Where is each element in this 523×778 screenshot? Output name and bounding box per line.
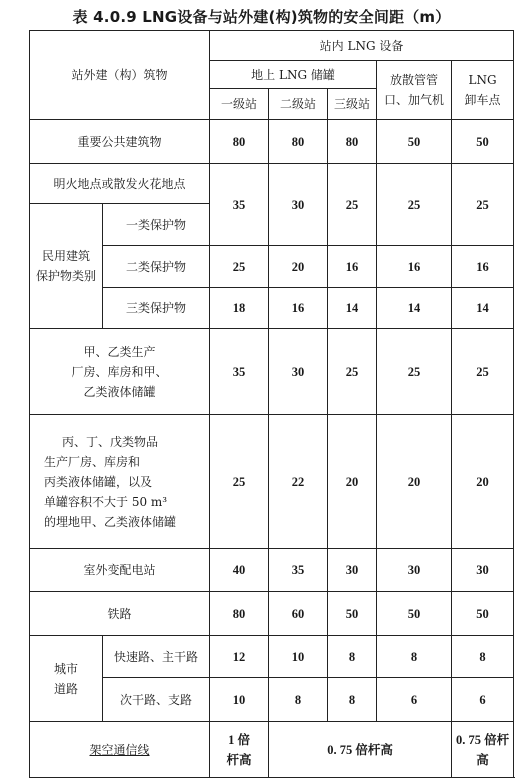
row-label: 次干路、支路 xyxy=(103,678,210,722)
header-lng-equipment: 站内 LNG 设备 xyxy=(210,31,514,61)
row-label: 快速路、主干路 xyxy=(103,636,210,678)
table-title: 表 4.0.9 LNG设备与站外建(构)筑物的安全间距（m） xyxy=(72,8,451,26)
row-label: 一类保护物 xyxy=(103,204,210,246)
row-label-line: 甲、乙类生产 xyxy=(83,344,156,359)
cell-value: 8 xyxy=(328,636,377,678)
row-label-line: 乙类液体储罐 xyxy=(83,384,156,399)
cell-value: 80 xyxy=(210,120,269,164)
row-label: 重要公共建筑物 xyxy=(30,120,210,164)
row-label: 室外变配电站 xyxy=(30,549,210,592)
row-label: 二类保护物 xyxy=(103,246,210,288)
header-level2: 二级站 xyxy=(269,89,328,120)
cell-value: 30 xyxy=(328,549,377,592)
cell-value: 80 xyxy=(269,120,328,164)
cell-value: 25 xyxy=(328,329,377,415)
header-vent-line2: 口、加气机 xyxy=(384,93,445,107)
cell-value: 14 xyxy=(328,288,377,329)
table-row-public xyxy=(30,120,514,164)
table-row-substation xyxy=(30,549,514,592)
row-label-line: 单罐容积不大于 50 m³ xyxy=(44,494,168,509)
row-group-line: 保护物类别 xyxy=(35,269,96,283)
header-tank: 地上 LNG 储罐 xyxy=(210,61,377,89)
header-level1: 一级站 xyxy=(210,89,269,120)
cell-value: 16 xyxy=(377,246,452,288)
header-structure: 站外建（构）筑物 xyxy=(30,31,210,120)
cell-value: 22 xyxy=(269,415,328,549)
row-label: 三类保护物 xyxy=(103,288,210,329)
row-label-line: 丙、丁、戊类物品 xyxy=(62,434,159,449)
header-unload-line2: 卸车点 xyxy=(464,93,501,107)
cell-value: 20 xyxy=(377,415,452,549)
cell-line: 1 倍 xyxy=(228,732,250,747)
cell-value: 16 xyxy=(328,246,377,288)
cell-value: 80 xyxy=(328,120,377,164)
cell-value: 20 xyxy=(452,415,514,549)
cell-value: 8 xyxy=(328,678,377,722)
row-label-line: 丙类液体储罐，以及 xyxy=(44,474,153,489)
row-group-line: 道路 xyxy=(53,681,78,696)
cell-value: 25 xyxy=(452,164,514,246)
row-label-line: 厂房、库房和甲、 xyxy=(71,364,168,379)
cell-value: 25 xyxy=(452,329,514,415)
cell-value: 50 xyxy=(328,592,377,636)
cell-value-overhead-3: 0. 75 倍杆高 xyxy=(452,722,514,778)
row-group-line: 民用建筑 xyxy=(41,249,90,263)
cell-value: 25 xyxy=(210,246,269,288)
safety-distance-table xyxy=(29,30,514,778)
cell-value: 30 xyxy=(377,549,452,592)
header-vent-line1: 放散管管 xyxy=(390,73,439,87)
cell-value-overhead-1 xyxy=(210,722,269,778)
header-row-1 xyxy=(30,31,514,61)
row-group-protect xyxy=(30,204,103,329)
cell-value: 6 xyxy=(377,678,452,722)
row-label: 明火地点或散发火花地点 xyxy=(30,164,210,204)
table-row-fire xyxy=(30,164,514,204)
cell-value: 50 xyxy=(377,592,452,636)
row-group-roads xyxy=(30,636,103,722)
cell-value: 8 xyxy=(377,636,452,678)
row-label xyxy=(30,722,210,778)
cell-line: 杆高 xyxy=(226,752,252,767)
cell-value: 14 xyxy=(377,288,452,329)
table-row-cde xyxy=(30,415,514,549)
cell-value: 6 xyxy=(452,678,514,722)
cell-value: 20 xyxy=(269,246,328,288)
cell-value: 80 xyxy=(210,592,269,636)
cell-value: 50 xyxy=(452,120,514,164)
header-unload xyxy=(452,61,514,120)
cell-value: 35 xyxy=(210,329,269,415)
cell-value-overhead-2: 0. 75 倍杆高 xyxy=(269,722,452,778)
row-group-line: 城市 xyxy=(53,661,78,676)
table-row-ab xyxy=(30,329,514,415)
row-label-line: 的埋地甲、乙类液体储罐 xyxy=(44,514,177,529)
row-label: 铁路 xyxy=(30,592,210,636)
cell-value: 30 xyxy=(269,164,328,246)
table-row-overhead xyxy=(30,722,514,778)
header-unload-line1: LNG xyxy=(468,73,497,87)
cell-value: 20 xyxy=(328,415,377,549)
row-label-ab xyxy=(30,329,210,415)
table-row-class3 xyxy=(30,288,514,329)
cell-value: 25 xyxy=(377,164,452,246)
cell-value: 25 xyxy=(328,164,377,246)
cell-value: 30 xyxy=(452,549,514,592)
header-vent xyxy=(377,61,452,120)
cell-value: 8 xyxy=(269,678,328,722)
header-level3: 三级站 xyxy=(328,89,377,120)
row-label-line: 生产厂房、库房和 xyxy=(44,454,141,469)
cell-value: 60 xyxy=(269,592,328,636)
cell-value: 40 xyxy=(210,549,269,592)
cell-value: 8 xyxy=(452,636,514,678)
cell-value: 14 xyxy=(452,288,514,329)
cell-value: 30 xyxy=(269,329,328,415)
table-row-minor xyxy=(30,678,514,722)
row-label-cde xyxy=(30,415,210,549)
cell-value: 16 xyxy=(269,288,328,329)
cell-value: 25 xyxy=(377,329,452,415)
table-row-express xyxy=(30,636,514,678)
cell-value: 50 xyxy=(452,592,514,636)
cell-value: 18 xyxy=(210,288,269,329)
cell-value: 12 xyxy=(210,636,269,678)
table-row-class2 xyxy=(30,246,514,288)
cell-value: 16 xyxy=(452,246,514,288)
cell-value: 35 xyxy=(269,549,328,592)
cell-value: 50 xyxy=(377,120,452,164)
cell-value: 10 xyxy=(269,636,328,678)
cell-value: 35 xyxy=(210,164,269,246)
cell-value: 10 xyxy=(210,678,269,722)
table-row-railway xyxy=(30,592,514,636)
row-label-text: 架空通信线 xyxy=(89,742,150,757)
cell-value: 25 xyxy=(210,415,269,549)
